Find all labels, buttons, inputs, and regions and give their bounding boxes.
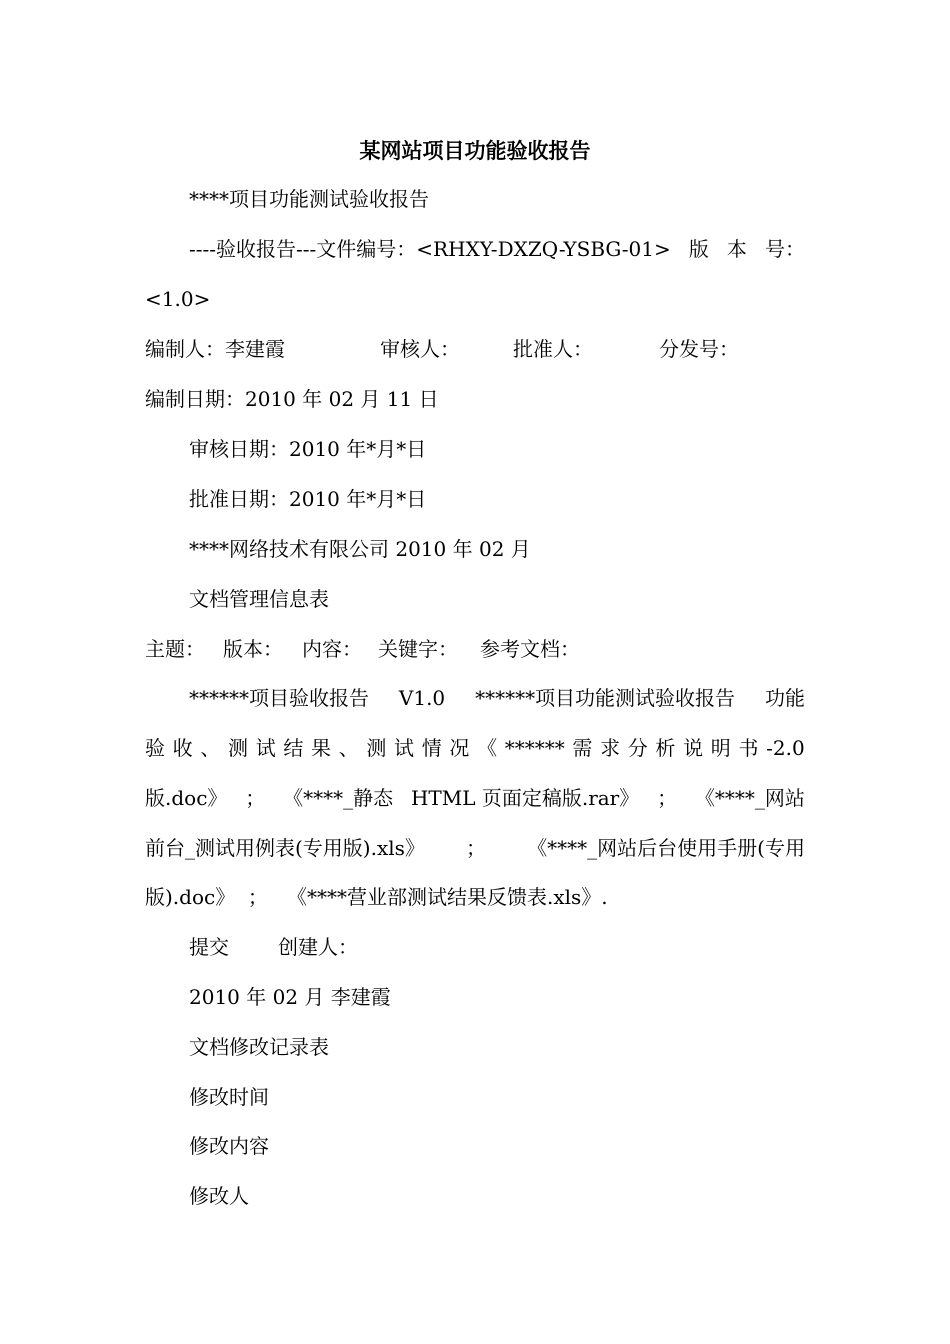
header-keywords: 关键字： <box>378 637 458 661</box>
submit-label: 提交 <box>189 935 229 959</box>
content-segment: 《****_网站后台使用手册(专用 <box>527 836 805 860</box>
content-segment: 需 <box>572 736 593 760</box>
content-segment: 验 <box>145 736 165 760</box>
version-label-char: 号： <box>765 237 805 261</box>
document-number: ----验收报告---文件编号：<RHXY-DXZQ-YSBG-01> <box>189 237 671 261</box>
content-segment: ； <box>657 786 678 810</box>
content-segment: 求 <box>600 736 621 760</box>
content-segment: ******项目验收报告 <box>189 686 369 710</box>
revision-title: 文档修改记录表 <box>189 1035 329 1059</box>
content-segment: 况 <box>449 736 470 760</box>
reviewer: 审核人： <box>380 337 460 361</box>
mgmt-content-line-4 <box>145 831 805 865</box>
content-segment: ****** <box>504 736 565 760</box>
content-segment: ； <box>466 836 487 860</box>
company-date: ****网络技术有限公司 2010 年 02 月 <box>189 537 531 561</box>
content-segment: 明 <box>710 736 731 760</box>
content-segment: 试 <box>255 736 276 760</box>
distribution-number: 分发号： <box>659 337 739 361</box>
header-references: 参考文档： <box>480 637 580 661</box>
header-version: 版本： <box>223 637 283 661</box>
revision-field-content: 修改内容 <box>189 1134 269 1158</box>
document-title: 某网站项目功能验收报告 <box>359 138 591 163</box>
content-segment: 结 <box>283 736 304 760</box>
content-segment: 说 <box>683 736 704 760</box>
submit-info: 2010 年 02 月 李建霞 <box>189 985 391 1009</box>
approver: 批准人： <box>513 337 593 361</box>
mgmt-content-line-3 <box>145 781 805 815</box>
edit-date: 编制日期：2010 年 02 月 11 日 <box>145 387 439 411</box>
version-label-char: 本 <box>726 237 747 261</box>
content-segment: 前台_测试用例表(专用版).xls》 <box>145 836 425 860</box>
content-segment: 版.doc》 <box>145 786 228 810</box>
content-segment: V1.0 <box>398 686 446 710</box>
report-subtitle: ****项目功能测试验收报告 <box>189 187 429 211</box>
editor: 编制人：李建霞 <box>145 337 285 361</box>
content-segment: 测 <box>366 736 387 760</box>
content-segment: 试 <box>394 736 415 760</box>
content-segment: 《****_网站 <box>694 786 805 810</box>
version-number: <1.0> <box>145 287 211 311</box>
content-segment: 书 <box>738 736 759 760</box>
review-date: 审核日期：2010 年*月*日 <box>189 437 427 461</box>
content-segment: 、 <box>200 736 221 760</box>
approve-date: 批准日期：2010 年*月*日 <box>189 487 427 511</box>
header-subject: 主题： <box>145 637 205 661</box>
mgmt-headers <box>145 632 805 666</box>
content-segment: 《 <box>477 736 498 760</box>
roles-line <box>145 332 805 366</box>
content-segment: -2.0 <box>766 736 805 760</box>
mgmt-content-line-1 <box>189 681 805 715</box>
doc-mgmt-title: 文档管理信息表 <box>189 587 329 611</box>
document-number-line <box>189 232 805 266</box>
content-segment: ******项目功能测试验收报告 <box>475 686 736 710</box>
content-segment: 分 <box>627 736 648 760</box>
mgmt-content-line-5: 版).doc》 ； 《****营业部测试结果反馈表.xls》. <box>145 885 608 909</box>
content-segment: ； <box>245 786 266 810</box>
header-content: 内容： <box>302 637 362 661</box>
content-segment: 果 <box>311 736 332 760</box>
content-segment: 情 <box>421 736 442 760</box>
revision-field-author: 修改人 <box>189 1184 249 1208</box>
content-segment: 析 <box>655 736 676 760</box>
content-segment: 、 <box>338 736 359 760</box>
mgmt-content-line-2 <box>145 731 805 765</box>
content-segment: 测 <box>228 736 249 760</box>
content-segment: HTML 页面定稿版.rar》 <box>410 786 640 810</box>
version-label-char: 版 <box>688 237 709 261</box>
creator-label: 创建人： <box>278 935 358 959</box>
submit-line <box>189 930 805 964</box>
content-segment: 《****_静态 <box>283 786 394 810</box>
revision-field-time: 修改时间 <box>189 1085 269 1109</box>
content-segment: 收 <box>172 736 193 760</box>
content-segment: 功能 <box>764 686 805 710</box>
